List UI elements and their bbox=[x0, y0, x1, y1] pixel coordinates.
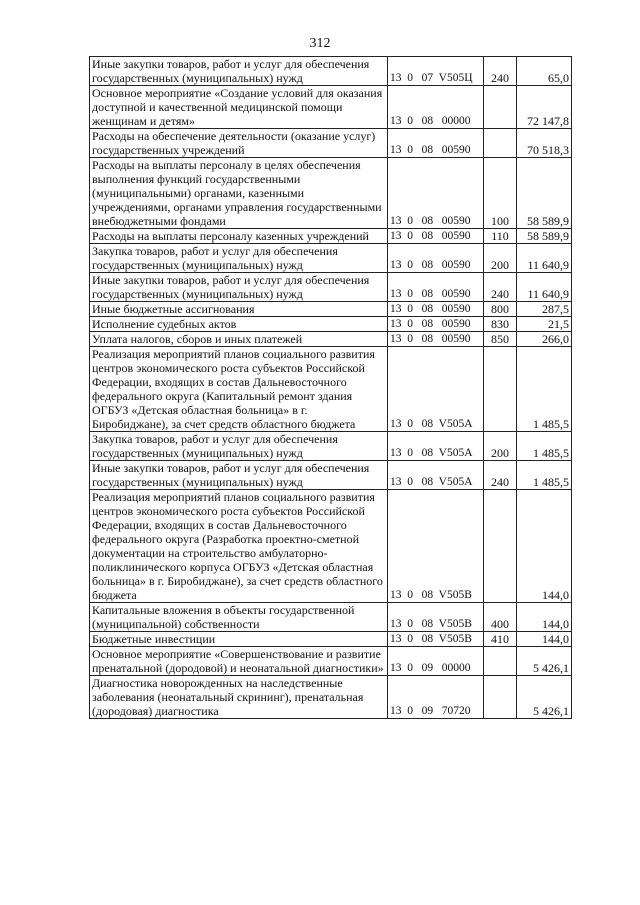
row-target-code: 13 0 08 V505В bbox=[388, 632, 484, 647]
table-row bbox=[90, 129, 572, 158]
row-amount: 5 426,1 bbox=[517, 647, 572, 676]
row-description: Реализация мероприятий планов социального развития центров экономического роста субъектов Российской Федерации, входящих в состав Дальневосточного федерального округа (Разработка проектно-сметной документации на строительство амбулаторно-поликлинического корпуса ОГБУЗ «Детская областная больница» в г. Биробиджане), за счет средств областного бюджета bbox=[90, 490, 388, 603]
table-row bbox=[90, 229, 572, 244]
row-expense-type: 200 bbox=[484, 244, 517, 273]
row-description: Исполнение судебных актов bbox=[90, 317, 388, 332]
table-row bbox=[90, 273, 572, 302]
row-amount: 144,0 bbox=[517, 632, 572, 647]
row-expense-type: 410 bbox=[484, 632, 517, 647]
row-description: Закупка товаров, работ и услуг для обеспечения государственных (муниципальных) нужд bbox=[90, 432, 388, 461]
row-target-code: 13 0 08 00590 bbox=[388, 229, 484, 244]
row-amount: 58 589,9 bbox=[517, 158, 572, 229]
row-amount: 58 589,9 bbox=[517, 229, 572, 244]
row-description: Иные закупки товаров, работ и услуг для обеспечения государственных (муниципальных) нужд bbox=[90, 273, 388, 302]
table-row bbox=[90, 490, 572, 603]
table-row bbox=[90, 244, 572, 273]
table-row bbox=[90, 57, 572, 86]
row-amount: 144,0 bbox=[517, 490, 572, 603]
table-row bbox=[90, 676, 572, 719]
row-expense-type: 240 bbox=[484, 461, 517, 490]
row-description: Реализация мероприятий планов социального развития центров экономического роста субъектов Российской Федерации, входящих в состав Дальневосточного федерального округа (Капитальный ремонт здания ОГБУЗ «Детская областная больница» в г. Биробиджане), за счет средств областного бюджета bbox=[90, 347, 388, 432]
row-target-code: 13 0 08 00590 bbox=[388, 158, 484, 229]
row-amount: 287,5 bbox=[517, 302, 572, 317]
table-row bbox=[90, 461, 572, 490]
row-target-code: 13 0 08 00000 bbox=[388, 86, 484, 129]
row-target-code: 13 0 08 V505В bbox=[388, 603, 484, 632]
row-expense-type bbox=[484, 86, 517, 129]
row-expense-type: 110 bbox=[484, 229, 517, 244]
row-description: Бюджетные инвестиции bbox=[90, 632, 388, 647]
row-expense-type: 240 bbox=[484, 57, 517, 86]
row-expense-type: 100 bbox=[484, 158, 517, 229]
row-expense-type bbox=[484, 676, 517, 719]
row-target-code: 13 0 09 70720 bbox=[388, 676, 484, 719]
row-target-code: 13 0 08 V505А bbox=[388, 432, 484, 461]
budget-table bbox=[89, 56, 572, 719]
table-row bbox=[90, 347, 572, 432]
row-expense-type: 830 bbox=[484, 317, 517, 332]
row-amount: 11 640,9 bbox=[517, 273, 572, 302]
row-expense-type bbox=[484, 347, 517, 432]
table-row bbox=[90, 632, 572, 647]
budget-table-body bbox=[90, 57, 572, 719]
row-target-code: 13 0 08 V505А bbox=[388, 461, 484, 490]
row-expense-type bbox=[484, 129, 517, 158]
table-row bbox=[90, 317, 572, 332]
row-expense-type: 850 bbox=[484, 332, 517, 347]
row-target-code: 13 0 08 00590 bbox=[388, 317, 484, 332]
row-description: Расходы на обеспечение деятельности (оказание услуг) государственных учреждений bbox=[90, 129, 388, 158]
row-target-code: 13 0 08 00590 bbox=[388, 332, 484, 347]
row-description: Иные закупки товаров, работ и услуг для обеспечения государственных (муниципальных) нужд bbox=[90, 57, 388, 86]
row-description: Иные бюджетные ассигнования bbox=[90, 302, 388, 317]
row-amount: 1 485,5 bbox=[517, 347, 572, 432]
row-expense-type: 400 bbox=[484, 603, 517, 632]
row-expense-type: 200 bbox=[484, 432, 517, 461]
row-target-code: 13 0 08 00590 bbox=[388, 129, 484, 158]
table-row bbox=[90, 432, 572, 461]
row-description: Основное мероприятие «Создание условий для оказания доступной и качественной медицинской помощи женщинам и детям» bbox=[90, 86, 388, 129]
page-number: 312 bbox=[309, 36, 331, 51]
row-description: Диагностика новорожденных на наследственные заболевания (неонатальный скрининг), пренатальная (дородовая) диагностика bbox=[90, 676, 388, 719]
row-description: Иные закупки товаров, работ и услуг для обеспечения государственных (муниципальных) нужд bbox=[90, 461, 388, 490]
row-amount: 11 640,9 bbox=[517, 244, 572, 273]
table-row bbox=[90, 158, 572, 229]
row-expense-type: 240 bbox=[484, 273, 517, 302]
row-amount: 65,0 bbox=[517, 57, 572, 86]
row-amount: 70 518,3 bbox=[517, 129, 572, 158]
row-target-code: 13 0 08 00590 bbox=[388, 273, 484, 302]
row-description: Уплата налогов, сборов и иных платежей bbox=[90, 332, 388, 347]
row-amount: 72 147,8 bbox=[517, 86, 572, 129]
row-amount: 1 485,5 bbox=[517, 461, 572, 490]
row-amount: 21,5 bbox=[517, 317, 572, 332]
row-target-code: 13 0 08 00590 bbox=[388, 302, 484, 317]
row-description: Капитальные вложения в объекты государственной (муниципальной) собственности bbox=[90, 603, 388, 632]
row-target-code: 13 0 09 00000 bbox=[388, 647, 484, 676]
row-target-code: 13 0 08 00590 bbox=[388, 244, 484, 273]
row-expense-type bbox=[484, 647, 517, 676]
table-row bbox=[90, 603, 572, 632]
row-amount: 1 485,5 bbox=[517, 432, 572, 461]
table-row bbox=[90, 332, 572, 347]
table-row bbox=[90, 302, 572, 317]
row-description: Закупка товаров, работ и услуг для обеспечения государственных (муниципальных) нужд bbox=[90, 244, 388, 273]
row-target-code: 13 0 08 V505А bbox=[388, 347, 484, 432]
row-amount: 266,0 bbox=[517, 332, 572, 347]
row-amount: 144,0 bbox=[517, 603, 572, 632]
row-target-code: 13 0 08 V505В bbox=[388, 490, 484, 603]
row-description: Расходы на выплаты персоналу в целях обеспечения выполнения функций государственными (муниципальными) органами, казенными учреждениями, органами управления государственными внебюджетными фондами bbox=[90, 158, 388, 229]
row-description: Основное мероприятие «Совершенствование и развитие пренатальной (дородовой) и неонатальной диагностики» bbox=[90, 647, 388, 676]
table-row bbox=[90, 86, 572, 129]
row-expense-type bbox=[484, 490, 517, 603]
row-target-code: 13 0 07 V505Ц bbox=[388, 57, 484, 86]
table-row bbox=[90, 647, 572, 676]
row-description: Расходы на выплаты персоналу казенных учреждений bbox=[90, 229, 388, 244]
row-amount: 5 426,1 bbox=[517, 676, 572, 719]
row-expense-type: 800 bbox=[484, 302, 517, 317]
